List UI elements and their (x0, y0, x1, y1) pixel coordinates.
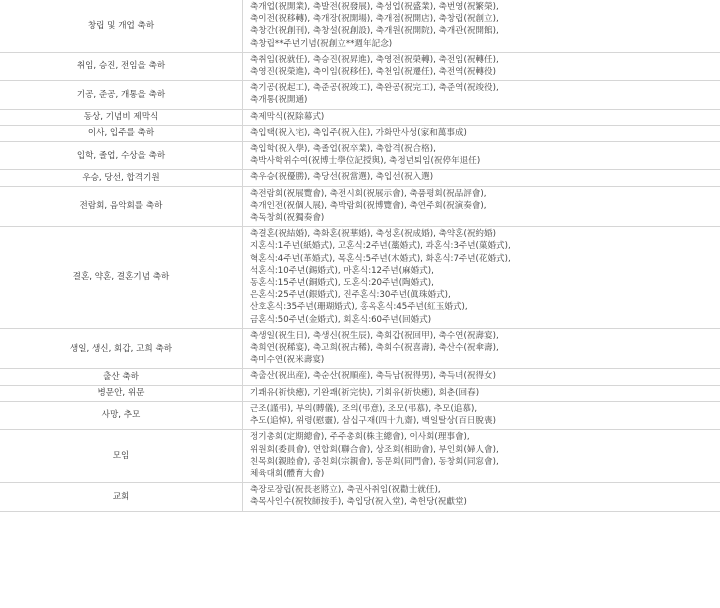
table-row (0, 81, 720, 109)
table-row (0, 52, 720, 80)
phrase-line: 축개인전(祝個人展), 축박람회(祝博覽會), 축연주회(祝演奏會), (250, 200, 487, 211)
table-row (0, 109, 720, 125)
phrases-cell (243, 0, 720, 52)
category-cell: 동상, 기념비 제막식 (0, 109, 243, 125)
category-cell: 이사, 입주를 축하 (0, 125, 243, 141)
phrase-line: 축기공(祝起工), 축준공(祝竣工), 축완공(祝完工), 축준역(祝竣役), (250, 83, 499, 94)
table-row (0, 227, 720, 329)
phrase-line: 동혼식:15주년(銅婚式), 도혼식:20주년(陶婚式), (250, 278, 434, 289)
phrases-cell (243, 483, 720, 511)
phrases-cell (243, 369, 720, 385)
phrase-line: 축취임(祝就任), 축승진(祝昇進), 축영전(祝榮轉), 축전임(祝轉任), (250, 54, 499, 65)
category-cell: 취임, 승진, 전임을 축하 (0, 52, 243, 80)
category-cell: 우승, 당선, 합격기원 (0, 170, 243, 186)
phrases-cell (243, 142, 720, 170)
category-cell: 교회 (0, 483, 243, 511)
phrase-line: 축목사인수(祝牧師按手), 축입당(祝入堂), 축헌당(祝獻堂) (250, 497, 467, 508)
phrases-cell (243, 125, 720, 141)
table-row (0, 125, 720, 141)
category-cell: 입학, 졸업, 수상을 축하 (0, 142, 243, 170)
phrase-line: 축출산(祝出産), 축순산(祝順産), 축득남(祝得男), 축득녀(祝得女) (250, 371, 496, 382)
table-row (0, 186, 720, 227)
category-cell: 사망, 추모 (0, 401, 243, 429)
phrase-line: 축독창회(祝獨奏會) (250, 213, 325, 224)
phrase-line: 위원회(委員會), 연합회(聯合會), 상조회(相助會), 부인회(婦人會), (250, 444, 499, 455)
category-cell: 기공, 준공, 개통을 축하 (0, 81, 243, 109)
phrase-line: 석혼식:10주년(錫婚式), 마혼식:12주년(麻婚式), (250, 265, 434, 276)
table-row (0, 170, 720, 186)
phrase-line: 정기총회(定期總會), 주주총회(株主總會), 이사회(理事會), (250, 432, 470, 443)
table-row (0, 369, 720, 385)
phrase-line: 근조(謹弔), 부의(賻儀), 조의(弔意), 조모(弔慕), 추모(追慕), (250, 403, 478, 414)
phrase-line: 기쾌유(祈快癒), 기완쾌(祈完快), 기회유(祈快癒), 회춘(回春) (250, 387, 480, 398)
phrase-line: 축영진(祝榮進), 축이임(祝移任), 축천임(祝遷任), 축전역(祝轉役) (250, 67, 496, 78)
phrase-line: 축생일(祝生日), 축생신(祝生辰), 축회갑(祝回甲), 축수연(祝壽宴), (250, 330, 499, 341)
phrase-line: 축미수연(祝米壽宴) (250, 355, 325, 366)
phrases-cell (243, 227, 720, 329)
table-row (0, 385, 720, 401)
phrase-line: 축제막식(祝除幕式) (250, 111, 325, 122)
table-row (0, 483, 720, 511)
category-cell: 전람회, 음악회를 축하 (0, 186, 243, 227)
phrase-line: 축창간(祝創刊), 축창설(祝創設), 축개원(祝開院), 축개관(祝開館), (250, 26, 499, 37)
phrase-line: 축개통(祝開通) (250, 95, 308, 106)
phrases-cell (243, 401, 720, 429)
category-cell: 생일, 생신, 회갑, 고희 축하 (0, 328, 243, 369)
table-row (0, 401, 720, 429)
phrase-line: 축입택(祝入宅), 축입주(祝入住), 가화만사성(家和萬事成) (250, 127, 467, 138)
category-cell: 결혼, 약혼, 결혼기념 축하 (0, 227, 243, 329)
phrases-cell (243, 109, 720, 125)
category-cell: 창립 및 개업 축하 (0, 0, 243, 52)
phrase-line: 지혼식:1주년(紙婚式), 고혼식:2주년(藁婚式), 과혼식:3주년(菓婚式), (250, 241, 511, 252)
category-cell: 출산 축하 (0, 369, 243, 385)
phrase-line: 축전람회(祝展覽會), 축전시회(祝展示會), 축품평회(祝品評會), (250, 188, 487, 199)
phrases-cell (243, 328, 720, 369)
phrases-cell (243, 186, 720, 227)
phrases-cell (243, 52, 720, 80)
table-row (0, 328, 720, 369)
phrases-cell (243, 385, 720, 401)
phrase-line: 축희연(祝稀宴), 축고희(祝古稀), 축회수(祝喜壽), 축산수(祝傘壽), (250, 343, 499, 354)
phrases-cell (243, 170, 720, 186)
phrase-line: 축창립**주년기념(祝創立**週年記念) (250, 38, 393, 49)
phrase-line: 축입학(祝入學), 축졸업(祝卒業), 축합격(祝合格), (250, 144, 436, 155)
phrase-line: 금혼식:50주년(金婚式), 회혼식:60주년(回婚式) (250, 314, 432, 325)
table-row (0, 0, 720, 52)
phrase-line: 추도(追悼), 위령(慰靈), 삼십구재(四十九齋), 백일탈상(百日脫喪) (250, 416, 496, 427)
phrase-line: 친목회(親睦會), 종친회(宗親會), 동문회(同門會), 동창회(同窓會), (250, 456, 499, 467)
table-row (0, 430, 720, 483)
phrases-cell (243, 81, 720, 109)
phrase-line: 혁혼식:4주년(革婚式), 목혼식:5주년(木婚式), 화혼식:7주년(花婚式), (250, 253, 511, 264)
phrase-line: 축장로장립(祝長老將立), 축권사취임(祝勸士就任), (250, 485, 441, 496)
phrase-line: 축우승(祝優勝), 축당선(祝當選), 축입선(祝入選) (250, 172, 434, 183)
phrase-line: 축결혼(祝結婚), 축화혼(祝華婚), 축성혼(祝成婚), 축약혼(祝約婚) (250, 229, 496, 240)
phrases-cell (243, 430, 720, 483)
phrase-line: 체육대회(體育大會) (250, 468, 325, 479)
phrase-line: 은혼식:25주년(銀婚式), 진주혼식:30주년(眞珠婚式), (250, 290, 451, 301)
phrase-line: 산호혼식:35주년(珊瑚婚式), 홍옥혼식:45주년(紅玉婚式), (250, 302, 468, 313)
category-cell: 병문안, 위문 (0, 385, 243, 401)
phrase-line: 축개업(祝開業), 축발전(祝發展), 축성업(祝盛業), 축번영(祝繁榮), (250, 2, 499, 12)
phrase-line: 축박사학위수여(祝博士學位記授與), 축정년퇴임(祝停年退任) (250, 156, 481, 167)
category-cell: 모임 (0, 430, 243, 483)
table-row (0, 142, 720, 170)
phrase-line: 축이전(祝移轉), 축개장(祝開場), 축개점(祝開店), 축창립(祝創立), (250, 14, 499, 25)
